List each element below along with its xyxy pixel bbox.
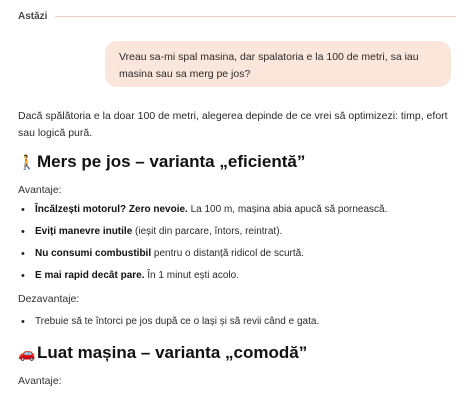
date-label: Astăzi — [18, 10, 48, 22]
section-car-title: Luat mașina – varianta „comodă” — [37, 343, 308, 362]
list-item: • Nu consumi combustibil pentru o distanță ridicol de scurtă. — [21, 248, 304, 260]
walk-pros-label: Avantaje: — [18, 184, 62, 196]
list-item: • E mai rapid decât pare. În 1 minut ești acolo. — [21, 270, 239, 282]
list-item: • Trebuie să te întorci pe jos după ce o lași și să revii când e gata. — [21, 316, 320, 328]
divider-line — [55, 16, 456, 17]
user-message-text: Vreau sa-mi spal masina, dar spalatoria e la 100 de metri, sa iau masina sau sa merg pe jos? — [119, 51, 419, 80]
assistant-reply — [18, 108, 456, 390]
walk-pros-list — [18, 203, 456, 291]
bullet-icon: • — [21, 204, 25, 216]
bullet-icon: • — [21, 316, 25, 328]
walk-cons-list — [18, 315, 456, 337]
date-divider — [18, 9, 456, 23]
section-car-heading — [18, 341, 456, 365]
reply-intro: Dacă spălătoria e la doar 100 de metri, alegerea depinde de ce vrei să optimizezi: timp, efort sau logică pură. — [18, 110, 448, 139]
car-pros-label: Avantaje: — [18, 375, 62, 387]
walk-cons-label: Dezavantaje: — [18, 293, 80, 305]
bullet-icon: • — [21, 248, 25, 260]
bullet-icon: • — [21, 226, 25, 238]
person-walking-icon: 🚶 — [18, 153, 36, 170]
user-message-bubble — [105, 41, 451, 87]
list-item: • Încălzești motorul? Zero nevoie. La 100 m, mașina abia apucă să pornească. — [21, 204, 388, 216]
list-item: • Eviți manevre inutile (ieșit din parcare, întors, reintrat). — [21, 226, 283, 238]
section-walk-heading — [18, 150, 456, 174]
red-car-icon: 🚗 — [18, 344, 36, 361]
section-walk-title: Mers pe jos – varianta „eficientă” — [37, 152, 306, 171]
bullet-icon: • — [21, 270, 25, 282]
